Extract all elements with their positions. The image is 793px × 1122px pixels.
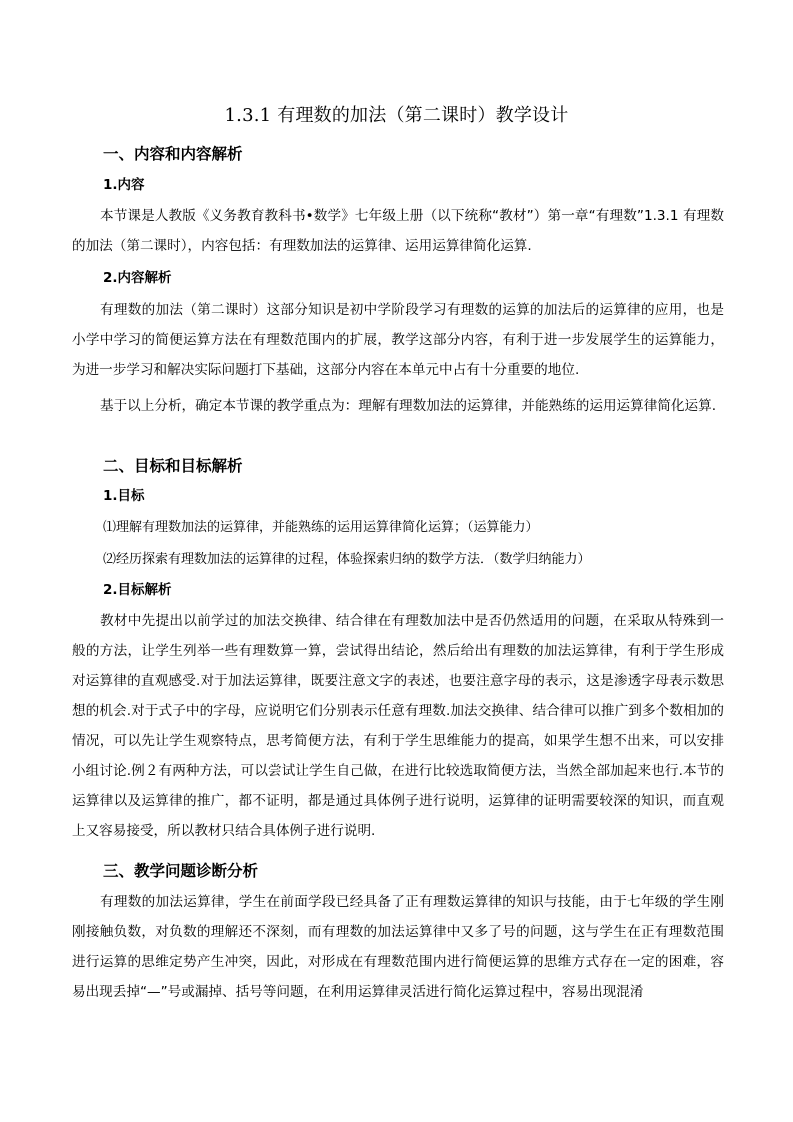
paragraph-diagnosis: 有理数的加法运算律，学生在前面学段已经具备了正有理数运算律的知识与技能，由于七年级的学生刚刚接触负数，对负数的理解还不深刻，而有理数的加法运算律中又多了号的问题，这与学生在正有理数范围进行运算的思维定势产生冲突，因此，对形成在有理数范围内进行简便运算的思维方式存在一定的困难，容易出现丢掉“—”号或漏掉、括号等问题，在利用运算律灵活进行简化运算过程中，容易出现混淆 <box>72 894 724 1000</box>
subheading-goals-analysis: 2.目标解析 <box>103 582 172 598</box>
goal-item-1: ⑴理解有理数加法的运算律，并能熟练的运用运算律简化运算；（运算能力） <box>103 520 539 535</box>
section-heading-goals: 二、目标和目标解析 <box>103 457 243 475</box>
paragraph-content-analysis: 有理数的加法（第二课时）这部分知识是初中学阶段学习有理数的运算的加法后的运算律的应用，也是小学中学习的简便运算方法在有理数范围内的扩展，教学这部分内容，有利于进一步发展学生的运算能力，为进一步学习和解决实际问题打下基础，这部分内容在本单元中占有十分重要的地位. <box>72 302 724 378</box>
document-title: 1.3.1 有理数的加法（第二课时）教学设计 <box>224 105 569 126</box>
paragraph-goals-analysis: 教材中先提出以前学过的加法交换律、结合律在有理数加法中是否仍然适用的问题，在采取从特殊到一般的方法，让学生列举一些有理数算一算，尝试得出结论，然后给出有理数的加法运算律，有利于学生形成对运算律的直观感受.对于加法运算律，既要注意文字的表述，也要注意字母的表示，这是渗透字母表示数思想的机会.对于式子中的字母，应说明它们分别表示任意有理数.加法交换律、结合律可以推广到多个数相加的情况，可以先让学生观察特点，思考简便方法，有利于学生思维能力的提高，如果学生想不出来，可以安排小组讨论.例２有两种方法，可以尝试让学生自己做，在进行比较选取简便方法，当然全部加起来也行.本节的运算律以及运算律的推广，都不证明，都是通过具体例子进行说明，运算律的证明需要较深的知识，而直观上又容易接受，所以教材只结合具体例子进行说明. <box>72 613 724 839</box>
subheading-content-analysis: 2.内容解析 <box>103 270 172 286</box>
section-heading-diagnosis: 三、教学问题诊断分析 <box>103 862 259 880</box>
subheading-content: 1.内容 <box>103 177 145 193</box>
section-heading-content: 一、内容和内容解析 <box>103 145 243 163</box>
paragraph-content: 本节课是人教版《义务教育教科书•数学》七年级上册（以下统称“教材”）第一章“有理数”1.3.1 有理数的加法（第二课时），内容包括：有理数加法的运算律、运用运算律简化运算. <box>72 208 724 254</box>
subheading-goals: 1.目标 <box>103 488 145 504</box>
paragraph-teaching-focus: 基于以上分析，确定本节课的教学重点为：理解有理数加法的运算律，并能熟练的运用运算律简化运算. <box>100 398 717 414</box>
goal-item-2: ⑵经历探索有理数加法的运算律的过程，体验探索归纳的数学方法．（数学归纳能力） <box>103 552 591 567</box>
